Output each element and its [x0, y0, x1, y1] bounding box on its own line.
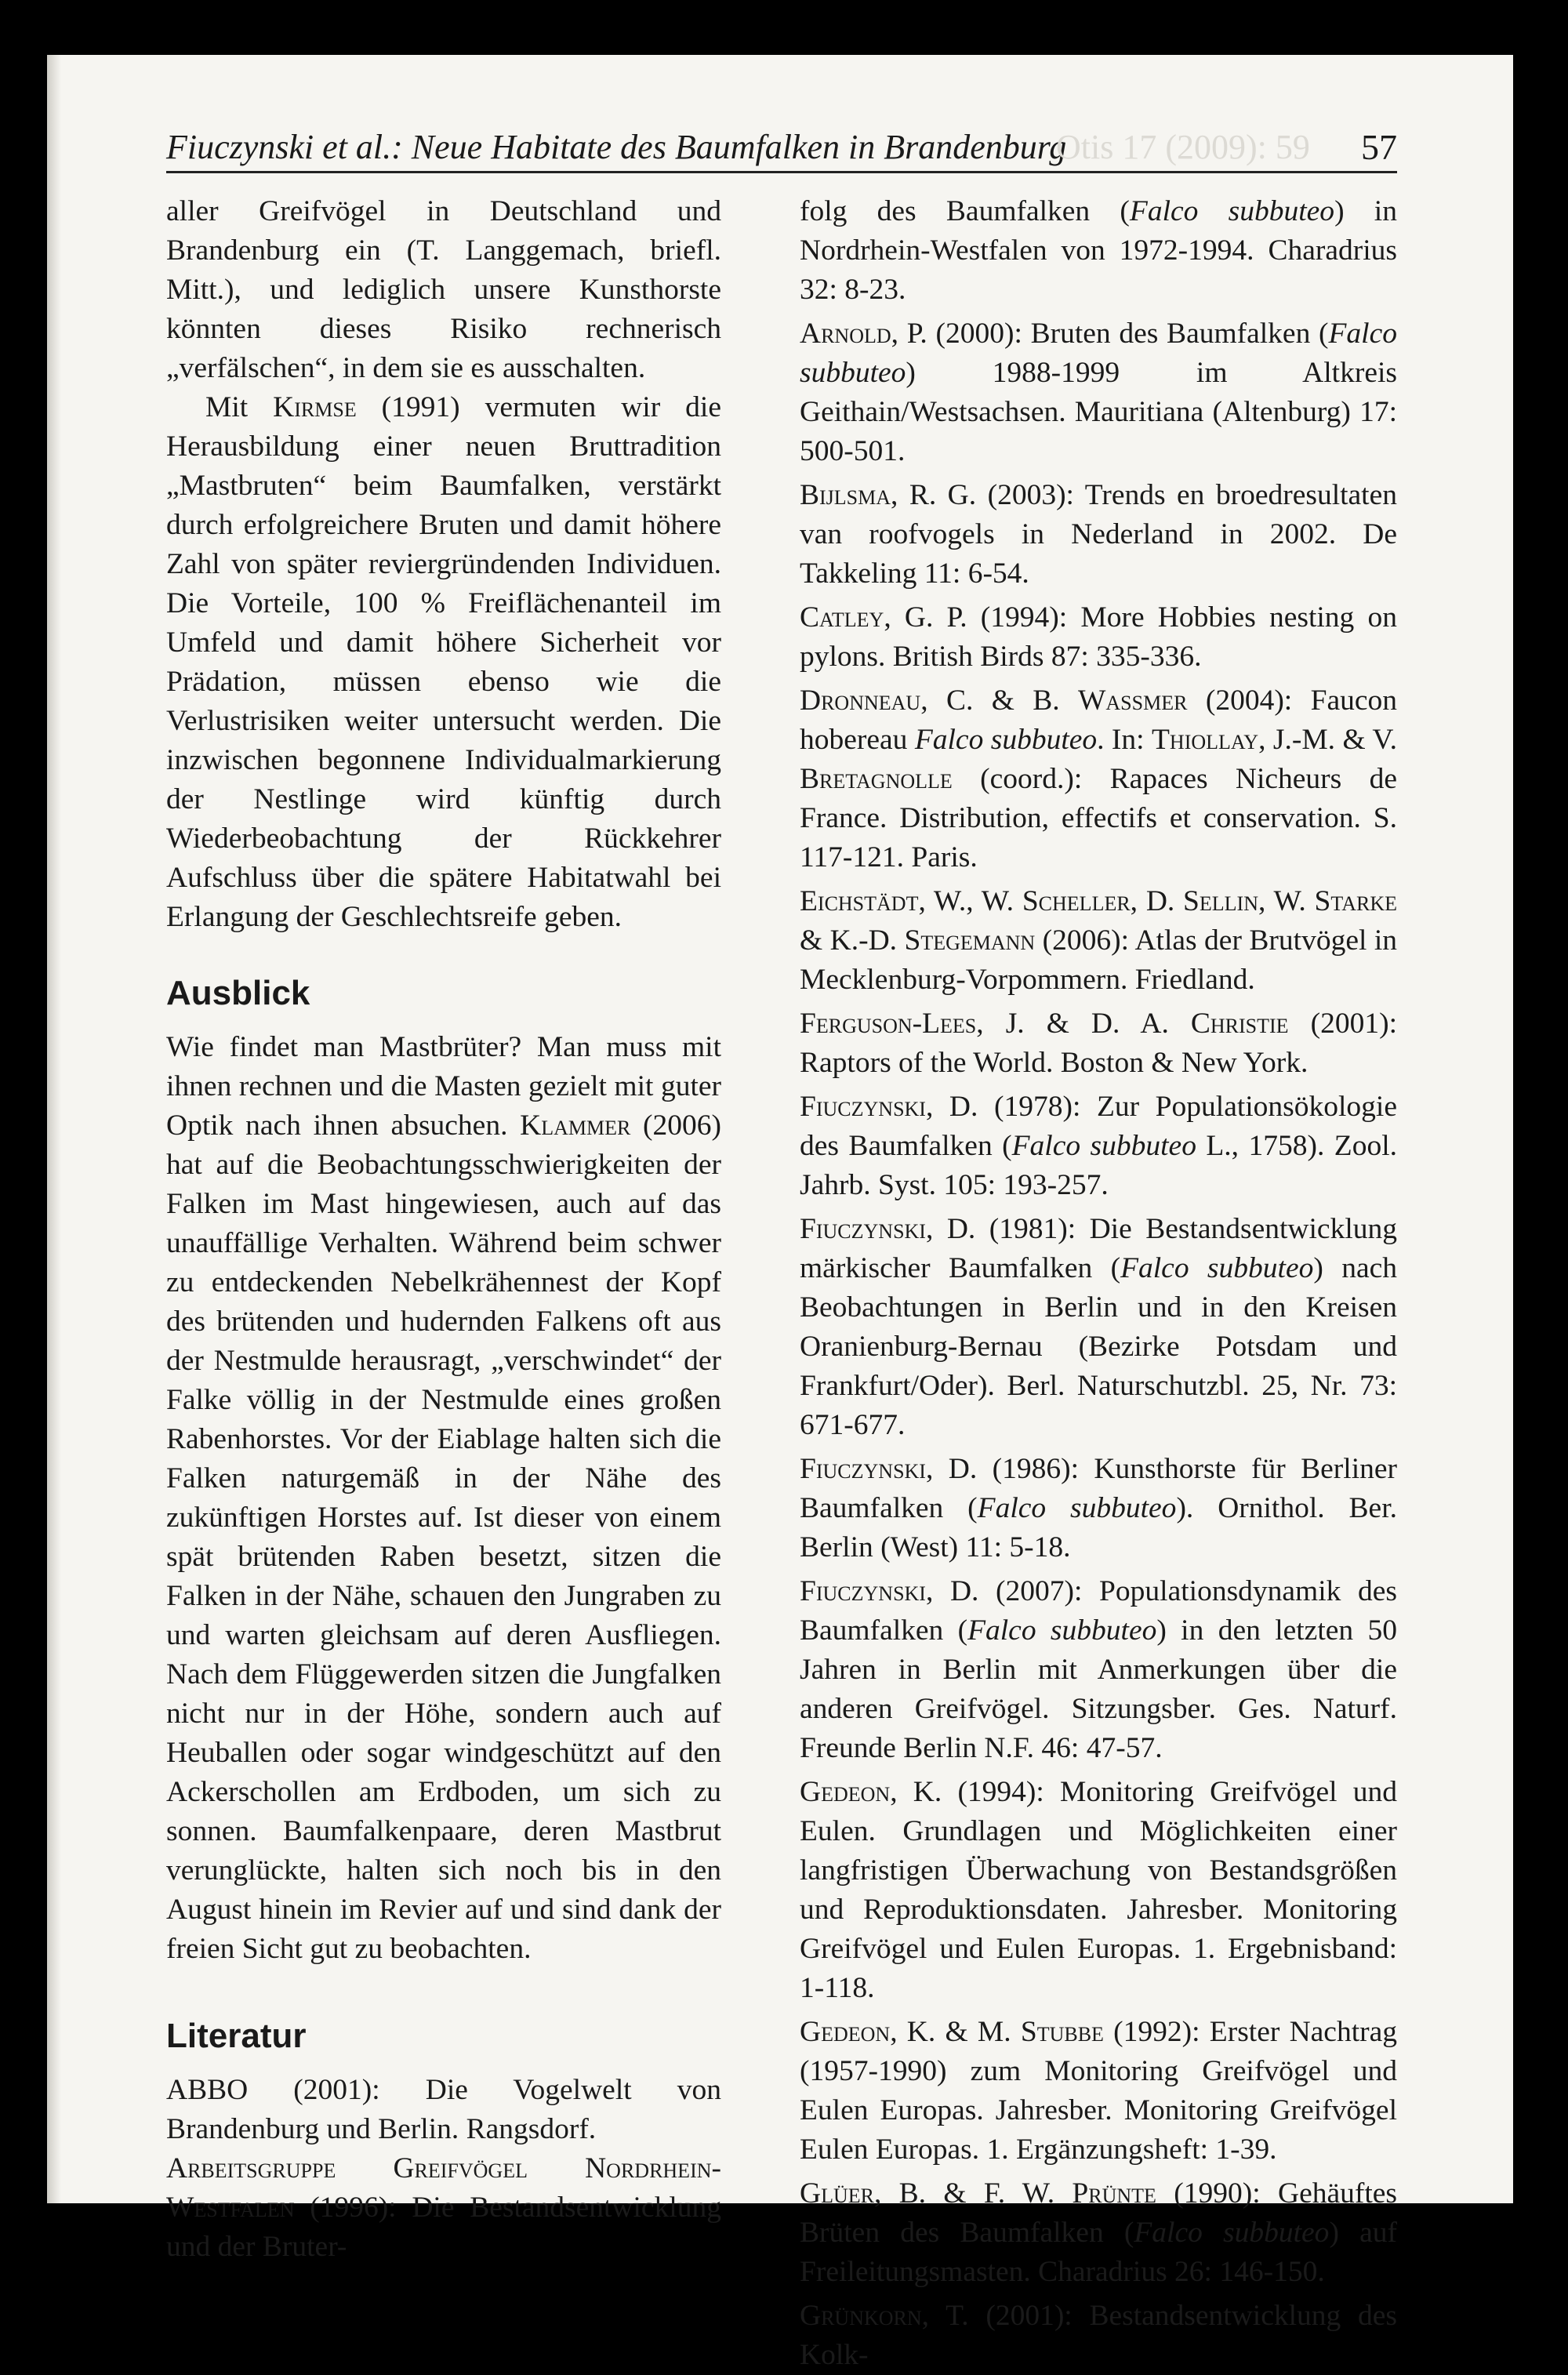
- paragraph: Mit Kirmse (1991) vermuten wir die Herausbildung einer neuen Bruttradition „Mastbruten“ beim Baumfalken, verstärkt durch erfolgreichere Bruten und damit höhere Zahl von später reviergründenden Individuen. Die Vorteile, 100 % Freiflächenanteil im Umfeld und damit höhere Sicherheit vor Prädation, müssen ebenso wie die Verlustrisiken weiter untersucht werden. Die inzwischen begonnene Individualmarkierung der Nestlinge wird künftig durch Wiederbeobachtung der Rückkehrer Aufschluss über die spätere Habitatwahl bei Erlangung der Geschlechtsreife geben.: [166, 391, 721, 933]
- reference-entry: ABBO (2001): Die Vogelwelt von Brandenburg und Berlin. Rangsdorf.: [166, 2074, 721, 2145]
- author-name: Grünkorn: [800, 2300, 922, 2332]
- reference-entry: Fiuczynski, D. (1986): Kunsthorste für Berliner Baumfalken (Falco subbuteo). Ornithol. Ber. Berlin (West) 11: 5-18.: [800, 1453, 1397, 1563]
- reference-entry: Bijlsma, R. G. (2003): Trends en broedresultaten van roofvogels in Nederland in 2002. De Takkeling 11: 6-54.: [800, 479, 1397, 590]
- reference-entry: folg des Baumfalken (Falco subbuteo) in Nordrhein-Westfalen von 1972-1994. Charadrius 32: 8-23.: [800, 195, 1397, 306]
- right-column: [800, 192, 1397, 2375]
- author-name: Fiuczynski: [800, 1575, 926, 1607]
- running-header: [166, 124, 1397, 173]
- author-name: Arbeitsgruppe Greifvögel Nordrhein-Westfalen: [166, 2152, 721, 2224]
- reference-entry: Eichstädt, W., W. Scheller, D. Sellin, W. Starke & K.-D. Stegemann (2006): Atlas der Brutvögel in Mecklenburg-Vorpommern. Friedland.: [800, 885, 1397, 996]
- reference-entry: Fiuczynski, D. (1978): Zur Populationsökologie des Baumfalken (Falco subbuteo L., 1758). Zool. Jahrb. Syst. 105: 193-257.: [800, 1091, 1397, 1201]
- journal-citation-showthrough: Otis 17 (2009): 59: [1056, 128, 1310, 166]
- author-name: Wassmer: [1078, 685, 1188, 717]
- author-name: Fiuczynski: [800, 1453, 926, 1485]
- author-name: Kirmse: [273, 391, 357, 423]
- author-name: Stubbe: [1020, 2016, 1104, 2048]
- reference-entry: Dronneau, C. & B. Wassmer (2004): Faucon hobereau Falco subbuteo. In: Thiollay, J.-M. & V. Bretagnolle (coord.): Rapaces Nicheurs de France. Distribution, effectifs et conservation. S. 117-121. Paris.: [800, 685, 1397, 873]
- author-name: Klammer: [520, 1109, 631, 1142]
- author-name: Christie: [1190, 1008, 1289, 1040]
- reference-entry: Arbeitsgruppe Greifvögel Nordrhein-Westfalen (1996): Die Bestandsentwicklung und der Bruter-: [166, 2152, 721, 2263]
- author-name: Bretagnolle: [800, 763, 953, 795]
- paragraph: aller Greifvögel in Deutschland und Brandenburg ein (T. Langgemach, briefl. Mitt.), und lediglich unsere Kunsthorste könnten dieses Risiko rechnerisch „verfälschen“, in dem sie es ausschalten.: [166, 195, 721, 384]
- author-name: Bijlsma: [800, 479, 891, 511]
- paragraph: Wie findet man Mastbrüter? Man muss mit ihnen rechnen und die Masten gezielt mit guter Optik nach ihnen absuchen. Klammer (2006) hat auf die Beobachtungsschwierigkeiten der Falken im Mast hingewiesen, auch auf das unauffällige Verhalten. Während beim schwer zu entdeckenden Nebelkrähennest der Kopf des brütenden und hudernden Falkens oft aus der Nestmulde herausragt, „verschwindet“ der Falke völlig in der Nestmulde eines großen Rabenhorstes. Vor der Eiablage halten sich die Falken naturgemäß in der Nähe des zukünftigen Horstes auf. Ist dieser von einem spät brütenden Raben besetzt, sitzen die Falken in der Nähe, schauen den Jungraben zu und warten gleichsam auf deren Ausfliegen. Nach dem Flüggewerden sitzen die Jungfalken nicht nur in der Höhe, sondern auch auf Heuballen oder sogar windgeschützt auf den Ackerschollen am Erdboden, um sich zu sonnen. Baumfalkenpaare, deren Mastbrut verunglückte, halten sich noch bis in den August hinein im Revier auf und sind dank der freien Sicht gut zu beobachten.: [166, 1031, 721, 1965]
- author-name: Gedeon: [800, 1776, 891, 1808]
- author-name: Scheller: [1022, 885, 1131, 917]
- reference-entry: Catley, G. P. (1994): More Hobbies nesting on pylons. British Birds 87: 335-336.: [800, 601, 1397, 673]
- author-name: Starke: [1314, 885, 1397, 917]
- author-name: Sellin: [1183, 885, 1258, 917]
- author-name: Fiuczynski: [800, 1213, 926, 1245]
- reference-entry: Ferguson-Lees, J. & D. A. Christie (2001): Raptors of the World. Boston & New York.: [800, 1008, 1397, 1079]
- reference-entry: Glüer, B. & F. W. Prünte (1990): Gehäuftes Brüten des Baumfalken (Falco subbuteo) auf Freileitungsmasten. Charadrius 26: 146-150.: [800, 2177, 1397, 2288]
- author-name: Eichstädt: [800, 885, 919, 917]
- author-name: Stegemann: [904, 924, 1036, 957]
- author-name: Thiollay: [1152, 724, 1259, 756]
- reference-entry: Gedeon, K. (1994): Monitoring Greifvögel und Eulen. Grundlagen und Möglichkeiten einer langfristigen Überwachung von Bestandsgrößen und Reproduktionsdaten. Jahresber. Monitoring Greifvögel und Eulen Europas. 1. Ergebnisband: 1-118.: [800, 1776, 1397, 2004]
- page-number: 57: [1361, 127, 1397, 167]
- author-name: Prünte: [1072, 2177, 1156, 2210]
- section-heading-literatur: Literatur: [166, 2017, 307, 2055]
- author-name: Ferguson-Lees: [800, 1008, 977, 1040]
- left-column: [166, 192, 721, 2267]
- reference-entry: Fiuczynski, D. (1981): Die Bestandsentwicklung märkischer Baumfalken (Falco subbuteo) nach Beobachtungen in Berlin und in den Kreisen Oranienburg-Bernau (Bezirke Potsdam und Frankfurt/Oder). Berl. Naturschutzbl. 25, Nr. 73: 671-677.: [800, 1213, 1397, 1441]
- author-name: Dronneau: [800, 685, 921, 717]
- author-name: Gedeon: [800, 2016, 891, 2048]
- reference-entry: Gedeon, K. & M. Stubbe (1992): Erster Nachtrag (1957-1990) zum Monitoring Greifvögel und Eulen Europas. Jahresber. Monitoring Greifvögel Eulen Europas. 1. Ergänzungsheft: 1-39.: [800, 2016, 1397, 2166]
- reference-entry: Fiuczynski, D. (2007): Populationsdynamik des Baumfalken (Falco subbuteo) in den letzten 50 Jahren in Berlin mit Anmerkungen über die anderen Greifvögel. Sitzungsber. Ges. Naturf. Freunde Berlin N.F. 46: 47-57.: [800, 1575, 1397, 1764]
- section-heading-ausblick: Ausblick: [166, 974, 310, 1012]
- page-binding-shadow: [47, 55, 61, 2203]
- reference-entry: Arnold, P. (2000): Bruten des Baumfalken (Falco subbuteo) 1988-1999 im Altkreis Geithain/Westsachsen. Mauritiana (Altenburg) 17: 500-501.: [800, 318, 1397, 467]
- author-name: Glüer: [800, 2177, 874, 2210]
- running-title: Fiuczynski et al.: Neue Habitate des Baumfalken in Brandenburg: [166, 128, 1067, 166]
- author-name: Arnold: [800, 318, 891, 350]
- author-name: Fiuczynski: [800, 1091, 926, 1123]
- reference-entry: Grünkorn, T. (2001): Bestandsentwicklung des Kolk-: [800, 2300, 1397, 2371]
- author-name: Catley: [800, 601, 884, 634]
